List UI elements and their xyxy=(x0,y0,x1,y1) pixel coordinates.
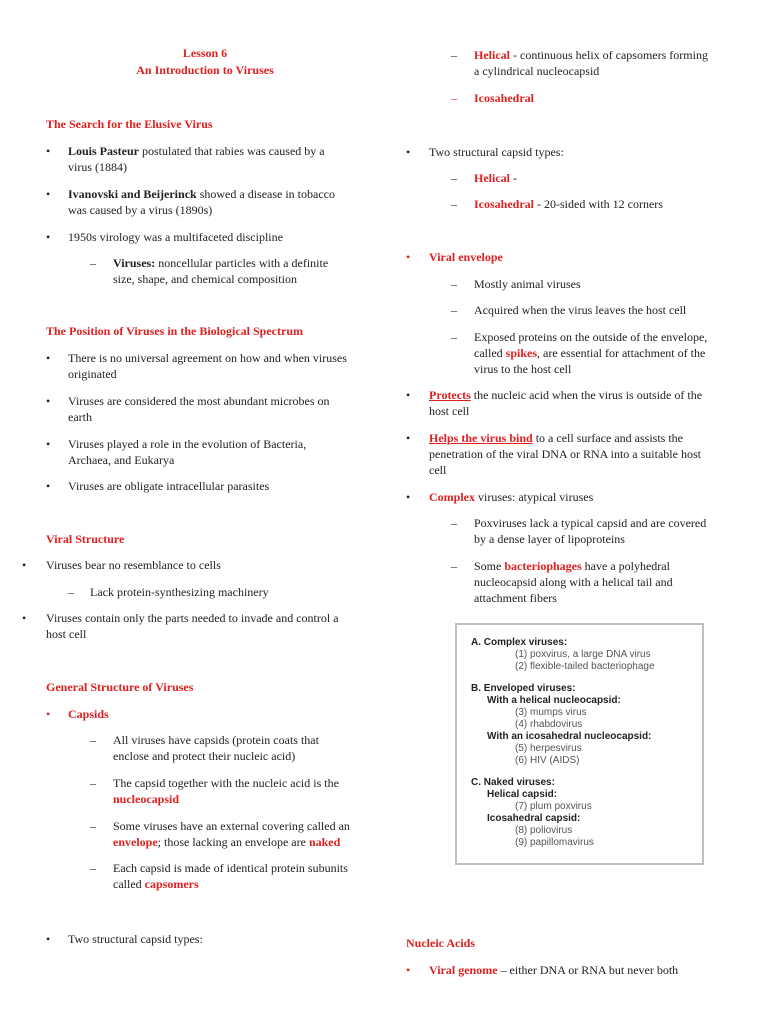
bullet-helps-bind-cont: penetration of the viral DNA or RNA into a suitable host xyxy=(429,447,701,461)
bullet-helps-bind: Helps the virus bind to a cell surface and assists the xyxy=(429,431,683,445)
bullet-no-resemblance: Viruses bear no resemblance to cells xyxy=(46,558,221,572)
dash-helical-def: Helical - continuous helix of capsomers forming xyxy=(474,48,708,62)
dash-icosahedral-def: Icosahedral - 20-sided with 12 corners xyxy=(474,197,663,211)
fig-subheading: With a helical nucleocapsid: xyxy=(487,695,621,706)
bullet-parasites: Viruses are obligate intracellular parasites xyxy=(68,479,270,493)
fig-item: (1) poxvirus, a large DNA virus xyxy=(515,649,651,660)
dash: – xyxy=(451,171,457,185)
dash-acquired: Acquired when the virus leaves the host cell xyxy=(474,303,687,317)
bullet-viral-envelope: Viral envelope xyxy=(429,250,503,264)
dash: – xyxy=(451,91,457,105)
dash-poxviruses: Poxviruses lack a typical capsid and are covered xyxy=(474,516,707,530)
bullet-1950s: 1950s virology was a multifaceted discipline xyxy=(68,230,283,244)
dash: – xyxy=(451,277,457,291)
bullet: • xyxy=(46,187,51,201)
bullet-abundant: Viruses are considered the most abundant microbes on xyxy=(68,394,330,408)
fig-subheading: Icosahedral capsid: xyxy=(487,813,581,824)
dash: – xyxy=(90,819,96,833)
dash: – xyxy=(451,559,457,573)
fig-subheading: With an icosahedral nucleocapsid: xyxy=(487,731,652,742)
bullet: • xyxy=(406,250,411,264)
dash: – xyxy=(451,303,457,317)
virus-classification-figure xyxy=(455,623,704,865)
dash-helical-def-cont: a cylindrical nucleocapsid xyxy=(474,64,600,78)
fig-subheading: Helical capsid: xyxy=(487,789,558,800)
dash: – xyxy=(451,516,457,530)
fig-enveloped-heading: B. Enveloped viruses: xyxy=(471,683,576,694)
bullet: • xyxy=(46,707,51,721)
bullet-two-types-left: Two structural capsid types: xyxy=(68,932,203,946)
bullet-abundant-cont: earth xyxy=(68,410,92,424)
bullet: • xyxy=(46,394,51,408)
dash-capsids-all: All viruses have capsids (protein coats that xyxy=(113,733,319,747)
dash-helical: Helical - xyxy=(474,171,517,185)
dash: – xyxy=(90,256,96,270)
dash: – xyxy=(451,197,457,211)
fig-naked-heading: C. Naked viruses: xyxy=(471,777,555,788)
bullet-evolution: Viruses played a role in the evolution of Bacteria, xyxy=(68,437,307,451)
bullet-origin-cont: originated xyxy=(68,367,117,381)
bullet-pasteur: Louis Pasteur postulated that rabies was caused by a xyxy=(68,144,325,158)
dash-envelope: Some viruses have an external covering called an xyxy=(113,819,350,833)
dash-lack-protein: Lack protein-synthesizing machinery xyxy=(90,585,269,599)
section-heading-position: The Position of Viruses in the Biological Spectrum xyxy=(46,324,304,338)
dash-capsomers: Each capsid is made of identical protein subunits xyxy=(113,861,348,875)
fig-item: (2) flexible-tailed bacteriophage xyxy=(515,661,655,672)
dash-poxviruses-cont: by a dense layer of lipoproteins xyxy=(474,532,625,546)
bullet-origin: There is no universal agreement on how and when viruses xyxy=(68,351,347,365)
fig-item: (9) papillomavirus xyxy=(515,837,594,848)
dash-bacteriophages-cont: nucleocapsid along with a helical tail and xyxy=(474,575,673,589)
dash-bacteriophages-cont2: attachment fibers xyxy=(474,591,557,605)
bullet-two-types-right: Two structural capsid types: xyxy=(429,145,564,159)
dash: – xyxy=(90,861,96,875)
dash-capsids-all-cont: enclose and protect their nucleic acid) xyxy=(113,749,296,763)
fig-item: (8) poliovirus xyxy=(515,825,573,836)
dash-nucleocapsid: The capsid together with the nucleic acid is the xyxy=(113,776,339,790)
dash-spikes-cont: called spikes, are essential for attachment of the xyxy=(474,346,706,360)
bullet: • xyxy=(406,388,411,402)
bullet-ivanovski: Ivanovski and Beijerinck showed a disease in tobacco xyxy=(68,187,335,201)
dash-capsomers-cont: called capsomers xyxy=(113,877,199,891)
fig-item: (6) HIV (AIDS) xyxy=(515,755,580,766)
bullet-helps-bind-cont2: cell xyxy=(429,463,447,477)
bullet-capsids: Capsids xyxy=(68,707,109,721)
section-heading-general: General Structure of Viruses xyxy=(46,680,194,694)
dash-animal-viruses: Mostly animal viruses xyxy=(474,277,581,291)
bullet: • xyxy=(406,431,411,445)
dash-icosahedral: Icosahedral xyxy=(474,91,534,105)
section-heading-nucleic: Nucleic Acids xyxy=(406,936,475,950)
dash-viruses-def-cont: size, shape, and chemical composition xyxy=(113,272,297,286)
dash-spikes-cont2: virus to the host cell xyxy=(474,362,572,376)
dash: – xyxy=(451,330,457,344)
dash: – xyxy=(68,585,74,599)
bullet: • xyxy=(46,144,51,158)
bullet: • xyxy=(46,351,51,365)
fig-item: (3) mumps virus xyxy=(515,707,587,718)
dash: – xyxy=(451,48,457,62)
bullet: • xyxy=(46,932,51,946)
bullet: • xyxy=(406,963,411,977)
bullet-complex: Complex viruses: atypical viruses xyxy=(429,490,594,504)
dash: – xyxy=(90,733,96,747)
term-nucleocapsid: nucleocapsid xyxy=(113,792,180,806)
fig-item: (4) rhabdovirus xyxy=(515,719,583,730)
dash-envelope-cont: envelope; those lacking an envelope are naked xyxy=(113,835,341,849)
dash-spikes: Exposed proteins on the outside of the envelope, xyxy=(474,330,708,344)
section-heading-structure: Viral Structure xyxy=(46,532,125,546)
bullet-evolution-cont: Archaea, and Eukarya xyxy=(68,453,175,467)
fig-item: (7) plum poxvirus xyxy=(515,801,592,812)
bullet: • xyxy=(22,558,27,572)
dash-bacteriophages: Some bacteriophages have a polyhedral xyxy=(474,559,670,573)
bullet: • xyxy=(22,611,27,625)
lesson-number: Lesson 6 xyxy=(182,46,228,60)
bullet-protects-cont: host cell xyxy=(429,404,470,418)
bullet: • xyxy=(406,145,411,159)
dash: – xyxy=(90,776,96,790)
fig-complex-heading: A. Complex viruses: xyxy=(471,637,568,648)
bullet-protects: Protects the nucleic acid when the virus is outside of the xyxy=(429,388,703,402)
bullet-ivanovski-cont: was caused by a virus (1890s) xyxy=(68,203,213,217)
section-heading-search: The Search for the Elusive Virus xyxy=(46,117,213,131)
bullet-viral-genome: Viral genome – either DNA or RNA but never both xyxy=(429,963,679,977)
bullet-parts-needed: Viruses contain only the parts needed to invade and control a xyxy=(46,611,339,625)
lesson-title: An Introduction to Viruses xyxy=(136,63,274,77)
dash-viruses-def: Viruses: noncellular particles with a definite xyxy=(113,256,329,270)
bullet: • xyxy=(46,230,51,244)
bullet: • xyxy=(406,490,411,504)
fig-item: (5) herpesvirus xyxy=(515,743,582,754)
bullet: • xyxy=(46,479,51,493)
bullet-pasteur-cont: virus (1884) xyxy=(68,160,127,174)
bullet: • xyxy=(46,437,51,451)
bullet-parts-needed-cont: host cell xyxy=(46,627,87,641)
